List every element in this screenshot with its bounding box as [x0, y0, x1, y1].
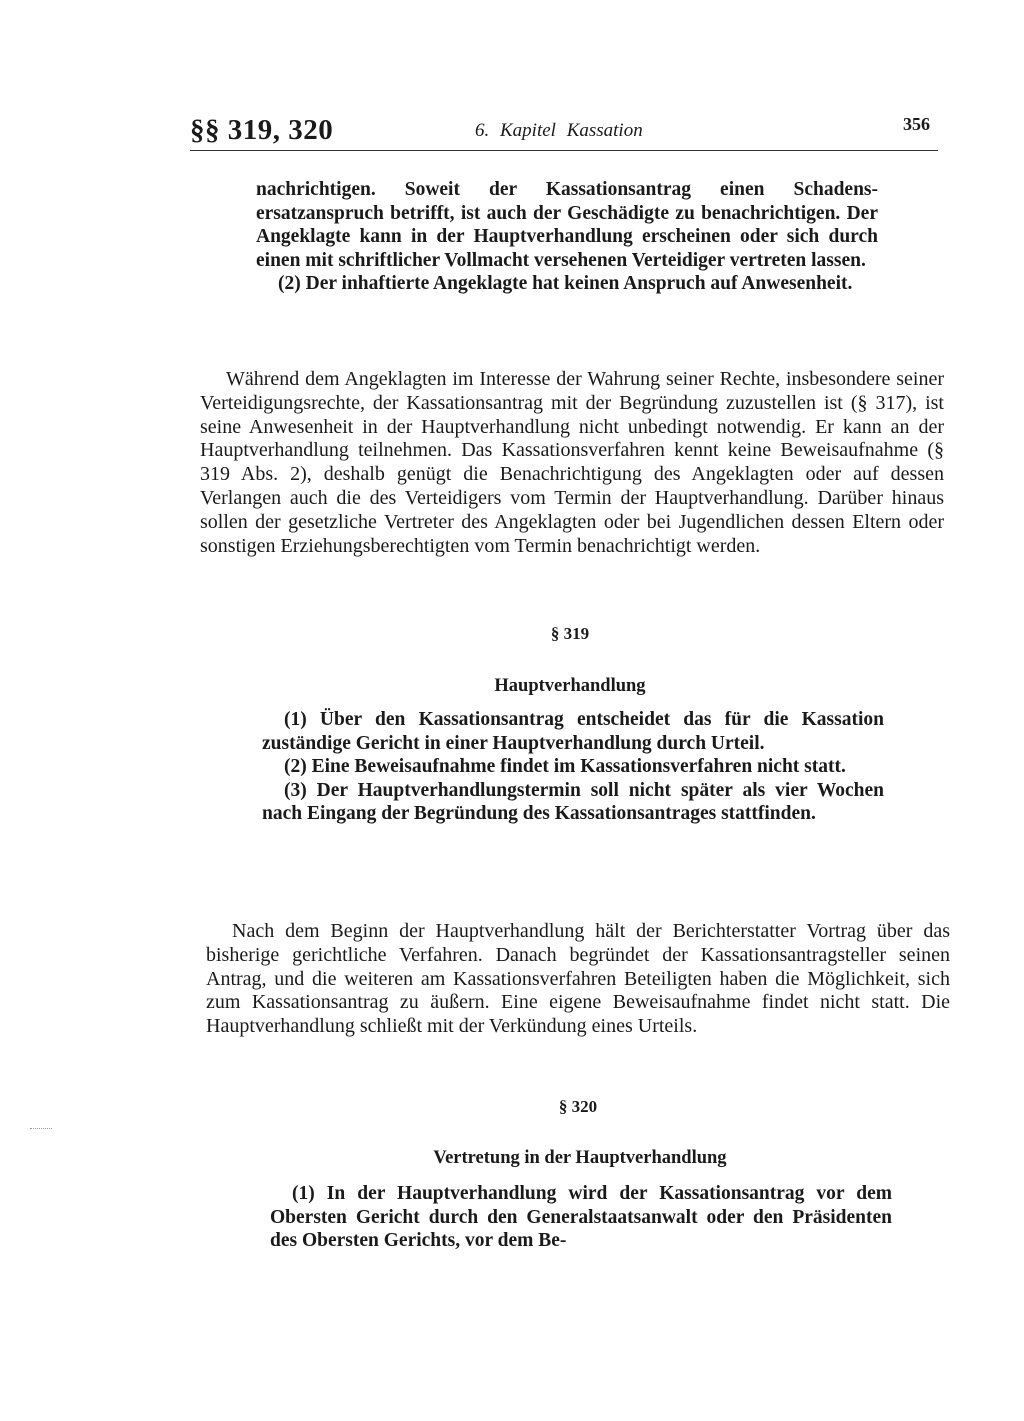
law-paragraph: (1) Über den Kassationsantrag entscheidet das für die Kassation zuständige Gericht in einer Hauptverhandlung durch Urteil. [262, 709, 884, 754]
commentary-block [206, 920, 950, 1039]
section-320-title: Vertretung in der Hauptverhandlung [433, 1148, 727, 1168]
law-text-continuation [256, 178, 878, 296]
scan-mark [30, 1128, 52, 1129]
page-header [190, 108, 938, 152]
chapter-title: 6. Kapitel Kassation [475, 120, 643, 141]
section-320-heading: § 320 [558, 1097, 598, 1116]
section-319-text [262, 708, 884, 826]
law-paragraph: (3) Der Hauptverhandlungstermin soll nicht später als vier Wochen nach Eingang der Begründung des Kassationsantrages stattfinden. [262, 779, 884, 824]
section-319-heading: § 319 [550, 624, 590, 643]
law-paragraph: (2) Der inhaftierte Angeklagte hat keinen Anspruch auf Anwesenheit. [278, 273, 853, 294]
commentary-paragraph: Nach dem Beginn der Hauptverhandlung hält der Berichterstatter Vortrag über das bisherige gerichtliche Verfahren. Danach begründet der Kassationsantragsteller seinen Antrag, und die weiteren am Kassationsverfahren Beteiligten haben die Möglichkeit, sich zum Kassationsantrag zu äußern. Eine eigene Beweisaufnahme findet nicht statt. Die Hauptverhandlung schließt mit der Verkündung eines Urteils. [206, 920, 950, 1038]
law-paragraph: nachrichtigen. Soweit der Kassationsantrag einen Schadens-ersatzanspruch betrifft, ist auch der Geschädigte zu benachrichtigen. Der Angeklagte kann in der Hauptverhandlung erscheinen oder sich durch einen mit schriftlicher Vollmacht versehenen Verteidiger vertreten lassen. [256, 179, 878, 271]
section-320-text [270, 1182, 892, 1253]
section-319-title: Hauptverhandlung [494, 676, 646, 696]
commentary-paragraph: Während dem Angeklagten im Interesse der Wahrung seiner Rechte, insbesondere seiner Verteidigungsrechte, der Kassationsantrag mit der Begründung zuzustellen ist (§ 317), ist seine Anwesenheit in der Hauptverhandlung nicht unbedingt notwendig. Er kann an der Hauptverhandlung teilnehmen. Das Kassationsverfahren kennt keine Beweisaufnahme (§ 319 Abs. 2), deshalb genügt die Benachrichtigung des Angeklagten oder auf dessen Verlangen auch die des Verteidigers vom Termin der Hauptverhandlung. Darüber hinaus sollen der gesetzliche Vertreter des Angeklagten oder bei Jugendlichen dessen Eltern oder sonstigen Erziehungsberechtigten vom Termin benachrichtigt werden. [200, 368, 944, 557]
header-rule [190, 150, 938, 151]
commentary-block [200, 368, 944, 558]
law-paragraph: (1) In der Hauptverhandlung wird der Kassationsantrag vor dem Obersten Gericht durch den Generalstaatsanwalt oder den Präsidenten des Obersten Gerichts, vor dem Be- [270, 1183, 892, 1251]
page-number: 356 [903, 114, 930, 134]
law-paragraph: (2) Eine Beweisaufnahme findet im Kassationsverfahren nicht statt. [284, 756, 846, 777]
section-reference: §§ 319, 320 [190, 114, 334, 146]
